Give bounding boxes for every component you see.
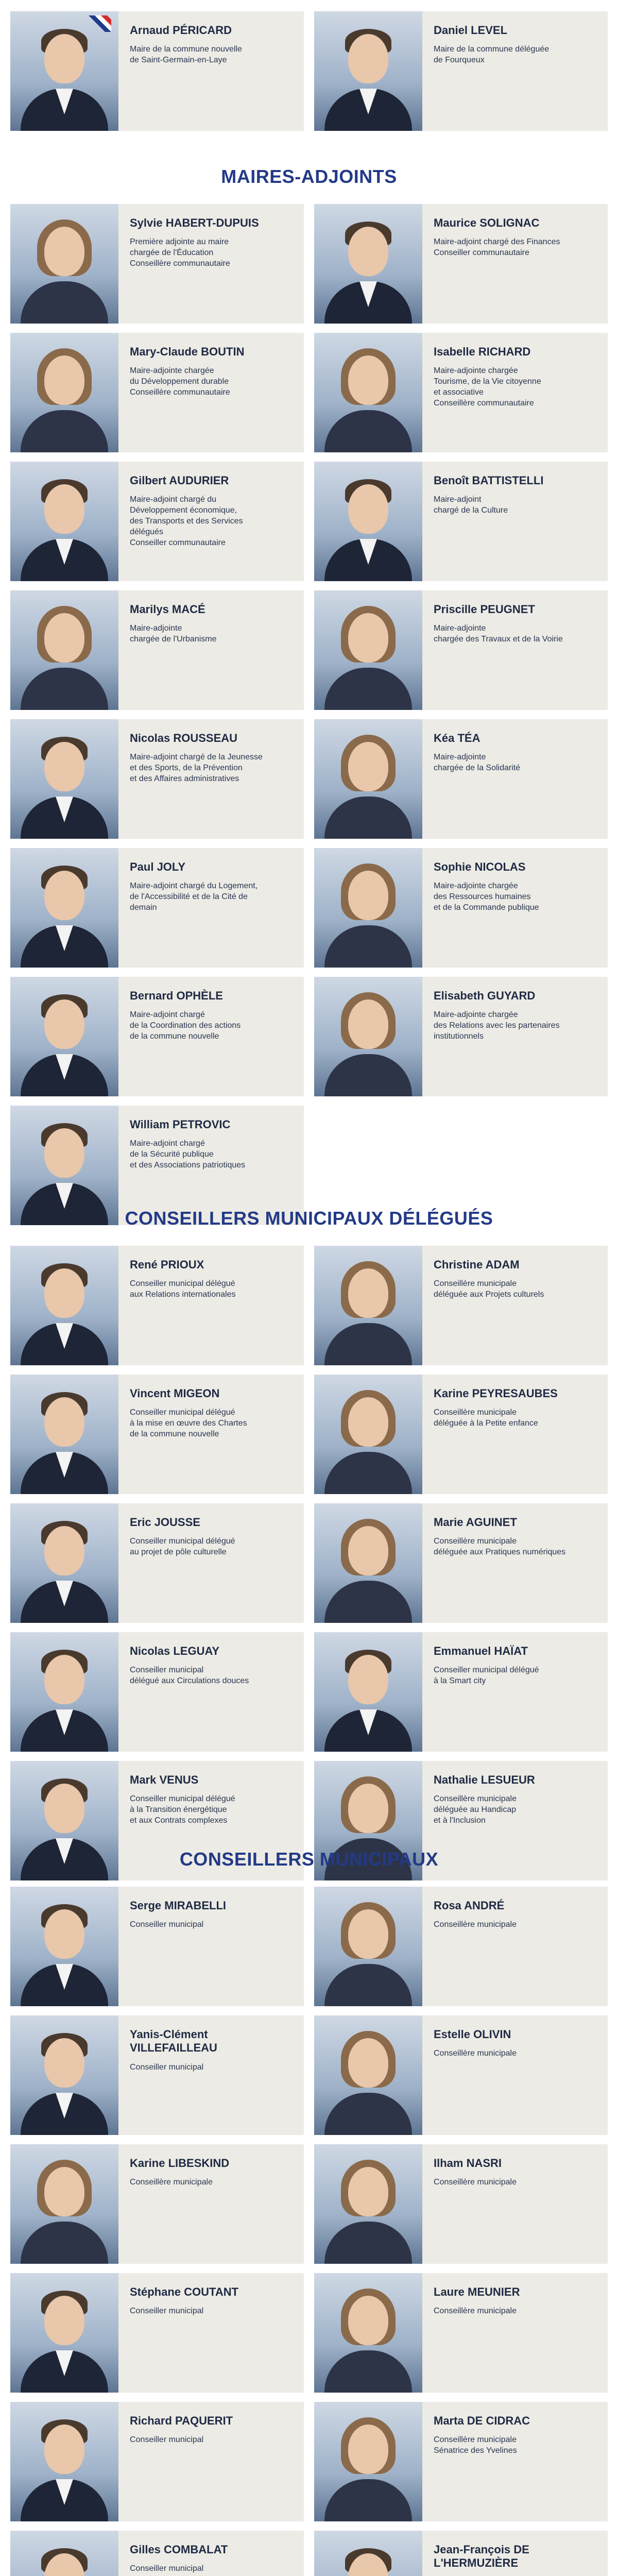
mayors-grid (10, 11, 608, 140)
portrait-photo (314, 590, 422, 710)
person-card (314, 2402, 608, 2521)
person-role: Conseiller municipal (130, 2062, 204, 2072)
person-card (314, 11, 608, 131)
portrait-photo (314, 2144, 422, 2264)
portrait-photo (314, 977, 422, 1096)
person-card (10, 2402, 304, 2521)
portrait-photo (314, 2402, 422, 2521)
person-card (10, 1503, 304, 1623)
person-name: Sylvie HABERT-DUPUIS (130, 216, 259, 229)
person-card (314, 590, 608, 710)
person-name: Paul JOLY (130, 860, 186, 873)
person-card (314, 977, 608, 1096)
person-card (10, 1887, 304, 2006)
portrait-photo (314, 11, 422, 131)
person-name: Karine PEYRESAUBES (434, 1387, 558, 1400)
conseillers-municipaux-grid (10, 1887, 608, 2576)
person-name: Christine ADAM (434, 1258, 520, 1271)
person-card (10, 204, 304, 324)
tricolor-sash-icon (88, 14, 113, 35)
person-role: Conseiller municipal (130, 1920, 204, 1929)
person-name: Arnaud PÉRICARD (130, 24, 232, 37)
person-role: Maire-adjoint chargé de la Sécurité publique et des Associations patriotiques (130, 1139, 246, 1170)
person-role: Maire-adjoint chargé de la Jeunesse et des Sports, de la Prévention et des Affaires administratives (130, 753, 263, 783)
section-title-conseillers-delegues: CONSEILLERS MUNICIPAUX DÉLÉGUÉS (125, 1208, 493, 1229)
person-name: Isabelle RICHARD (434, 345, 531, 358)
portrait-photo (314, 204, 422, 324)
person-name: Eric JOUSSE (130, 1516, 200, 1529)
portrait-photo (10, 2015, 118, 2135)
person-name: Estelle OLIVIN (434, 2028, 511, 2041)
portrait-photo (10, 333, 118, 452)
person-card (10, 1375, 304, 1494)
person-name: Sophie NICOLAS (434, 860, 526, 873)
person-card (10, 848, 304, 968)
person-name: Ilham NASRI (434, 2157, 502, 2170)
person-card (314, 1375, 608, 1494)
person-role: Conseillère municipale (130, 2178, 213, 2187)
person-role: Maire-adjointe chargée de l'Urbanisme (130, 624, 217, 644)
person-name: Gilbert AUDURIER (130, 474, 229, 487)
person-name: Elisabeth GUYARD (434, 989, 536, 1002)
person-name: Rosa ANDRÉ (434, 1899, 505, 1912)
person-role: Conseiller municipal (130, 2435, 204, 2445)
person-role: Conseillère municipale (434, 2049, 517, 2058)
person-card (10, 462, 304, 581)
person-card (10, 11, 304, 131)
person-card (10, 719, 304, 839)
section-title-conseillers-municipaux: CONSEILLERS MUNICIPAUX (179, 1849, 439, 1870)
portrait-photo (10, 204, 118, 324)
person-name: Mary-Claude BOUTIN (130, 345, 245, 358)
portrait-photo (314, 462, 422, 581)
portrait-photo (10, 462, 118, 581)
person-card (10, 2015, 304, 2135)
person-role: Conseillère municipale déléguée à la Petite enfance (434, 1408, 538, 1428)
person-card (314, 462, 608, 581)
person-role: Maire-adjointe chargée du Développement durable Conseillère communautaire (130, 366, 230, 397)
portrait-photo (314, 1375, 422, 1494)
person-role: Conseillère municipale (434, 2307, 517, 2316)
person-card (10, 2531, 304, 2576)
person-card (314, 2531, 608, 2576)
portrait-photo (10, 1887, 118, 2006)
portrait-photo (10, 848, 118, 968)
person-role: Conseillère municipale Sénatrice des Yvelines (434, 2435, 517, 2455)
person-name: Gilles COMBALAT (130, 2543, 228, 2556)
person-name: Marie AGUINET (434, 1516, 517, 1529)
person-role: Conseillère municipale déléguée au Handicap et à l'Inclusion (434, 1794, 517, 1825)
person-name: Nathalie LESUEUR (434, 1773, 535, 1786)
person-role: Maire de la commune déléguée de Fourqueux (434, 45, 550, 65)
person-card (314, 1632, 608, 1752)
person-role: Conseiller municipal délégué à la Smart city (434, 1666, 539, 1686)
person-name: Kéa TÉA (434, 732, 480, 744)
person-name: Marilys MACÉ (130, 603, 205, 616)
person-role: Conseillère municipale déléguée aux Projets culturels (434, 1279, 544, 1299)
portrait-photo (10, 590, 118, 710)
person-name: Karine LIBESKIND (130, 2157, 230, 2170)
person-card (10, 977, 304, 1096)
person-name: René PRIOUX (130, 1258, 204, 1271)
portrait-photo (314, 1632, 422, 1752)
person-card (314, 333, 608, 452)
portrait-photo (10, 2531, 118, 2576)
person-name: Mark VENUS (130, 1773, 199, 1786)
person-card (314, 719, 608, 839)
person-role: Conseiller municipal délégué au projet de pôle culturelle (130, 1537, 235, 1557)
person-name: Priscille PEUGNET (434, 603, 535, 616)
person-role: Maire-adjoint chargé de la Coordination des actions de la commune nouvelle (130, 1010, 241, 1041)
conseillers-delegues-grid (10, 1246, 608, 1890)
person-role: Conseillère municipale (434, 1920, 517, 1929)
person-card (10, 2144, 304, 2264)
person-card (10, 333, 304, 452)
person-card (314, 848, 608, 968)
portrait-photo (314, 333, 422, 452)
person-card (314, 1246, 608, 1365)
person-card (314, 1887, 608, 2006)
person-role: Conseillère municipale (434, 2178, 517, 2187)
person-name: Nicolas LEGUAY (130, 1645, 220, 1657)
portrait-photo (314, 1887, 422, 2006)
portrait-photo (314, 2531, 422, 2576)
person-role: Conseiller municipal délégué à la Transition énergétique et aux Contrats complexes (130, 1794, 235, 1825)
person-name: Maurice SOLIGNAC (434, 216, 540, 229)
person-name: Bernard OPHÈLE (130, 989, 223, 1002)
portrait-photo (10, 1246, 118, 1365)
person-role: Conseiller municipal (130, 2564, 204, 2573)
portrait-photo (10, 2144, 118, 2264)
person-role: Maire-adjoint chargé de la Culture (434, 495, 508, 515)
portrait-photo (10, 1503, 118, 1623)
portrait-photo (314, 2273, 422, 2393)
portrait-photo (10, 977, 118, 1096)
person-role: Maire-adjoint chargé des Finances Conseiller communautaire (434, 238, 560, 258)
person-name: Jean-François DE L'HERMUZIÈRE (434, 2543, 529, 2570)
person-name: Marta DE CIDRAC (434, 2414, 530, 2427)
portrait-photo (314, 719, 422, 839)
person-name: Daniel LEVEL (434, 24, 508, 37)
person-card (10, 590, 304, 710)
portrait-photo (10, 2273, 118, 2393)
person-role: Maire-adjointe chargée des Travaux et de la Voirie (434, 624, 563, 644)
person-card (314, 2273, 608, 2393)
person-name: Benoît BATTISTELLI (434, 474, 544, 487)
person-card (314, 2015, 608, 2135)
person-role: Maire-adjoint chargé du Logement, de l'Accessibilité et de la Cité de demain (130, 882, 258, 912)
person-name: Yanis-Clément VILLEFAILLEAU (130, 2028, 217, 2055)
person-role: Conseillère municipale déléguée aux Pratiques numériques (434, 1537, 566, 1557)
person-name: Vincent MIGEON (130, 1387, 220, 1400)
person-name: Laure MEUNIER (434, 2285, 520, 2298)
person-role: Maire de la commune nouvelle de Saint-Germain-en-Laye (130, 45, 242, 65)
person-role: Maire-adjointe chargée Tourisme, de la Vie citoyenne et associative Conseillère communautaire (434, 366, 541, 408)
person-card (10, 2273, 304, 2393)
portrait-photo (314, 1246, 422, 1365)
person-card (314, 1503, 608, 1623)
portrait-photo (314, 1503, 422, 1623)
person-role: Première adjointe au maire chargée de l'Éducation Conseillère communautaire (130, 238, 230, 268)
person-role: Maire-adjoint chargé du Développement économique, des Transports et des Services délégués Conseiller communautaire (130, 495, 243, 547)
section-title-maires-adjoints: MAIRES-ADJOINTS (221, 166, 397, 187)
portrait-photo (10, 1375, 118, 1494)
person-card (10, 1246, 304, 1365)
person-role: Maire-adjointe chargée des Ressources humaines et de la Commande publique (434, 882, 539, 912)
person-card (314, 204, 608, 324)
portrait-photo (314, 2015, 422, 2135)
portrait-photo (10, 1632, 118, 1752)
portrait-photo (10, 2402, 118, 2521)
person-name: Emmanuel HAÏAT (434, 1645, 528, 1657)
person-role: Maire-adjointe chargée des Relations avec les partenaires institutionnels (434, 1010, 560, 1041)
portrait-photo (10, 719, 118, 839)
portrait-photo (314, 848, 422, 968)
person-role: Maire-adjointe chargée de la Solidarité (434, 753, 521, 773)
person-role: Conseiller municipal délégué aux Relations internationales (130, 1279, 236, 1299)
person-name: Stéphane COUTANT (130, 2285, 239, 2298)
person-name: Serge MIRABELLI (130, 1899, 227, 1912)
portrait-photo (10, 11, 118, 131)
person-card (314, 2144, 608, 2264)
person-name: Richard PAQUERIT (130, 2414, 233, 2427)
person-role: Conseiller municipal délégué à la mise en œuvre des Chartes de la commune nouvelle (130, 1408, 247, 1438)
person-card (10, 1632, 304, 1752)
person-name: Nicolas ROUSSEAU (130, 732, 238, 744)
person-role: Conseiller municipal (130, 2307, 204, 2316)
person-name: William PETROVIC (130, 1118, 231, 1131)
maires-adjoints-grid (10, 204, 608, 1234)
person-role: Conseiller municipal délégué aux Circulations douces (130, 1666, 249, 1686)
